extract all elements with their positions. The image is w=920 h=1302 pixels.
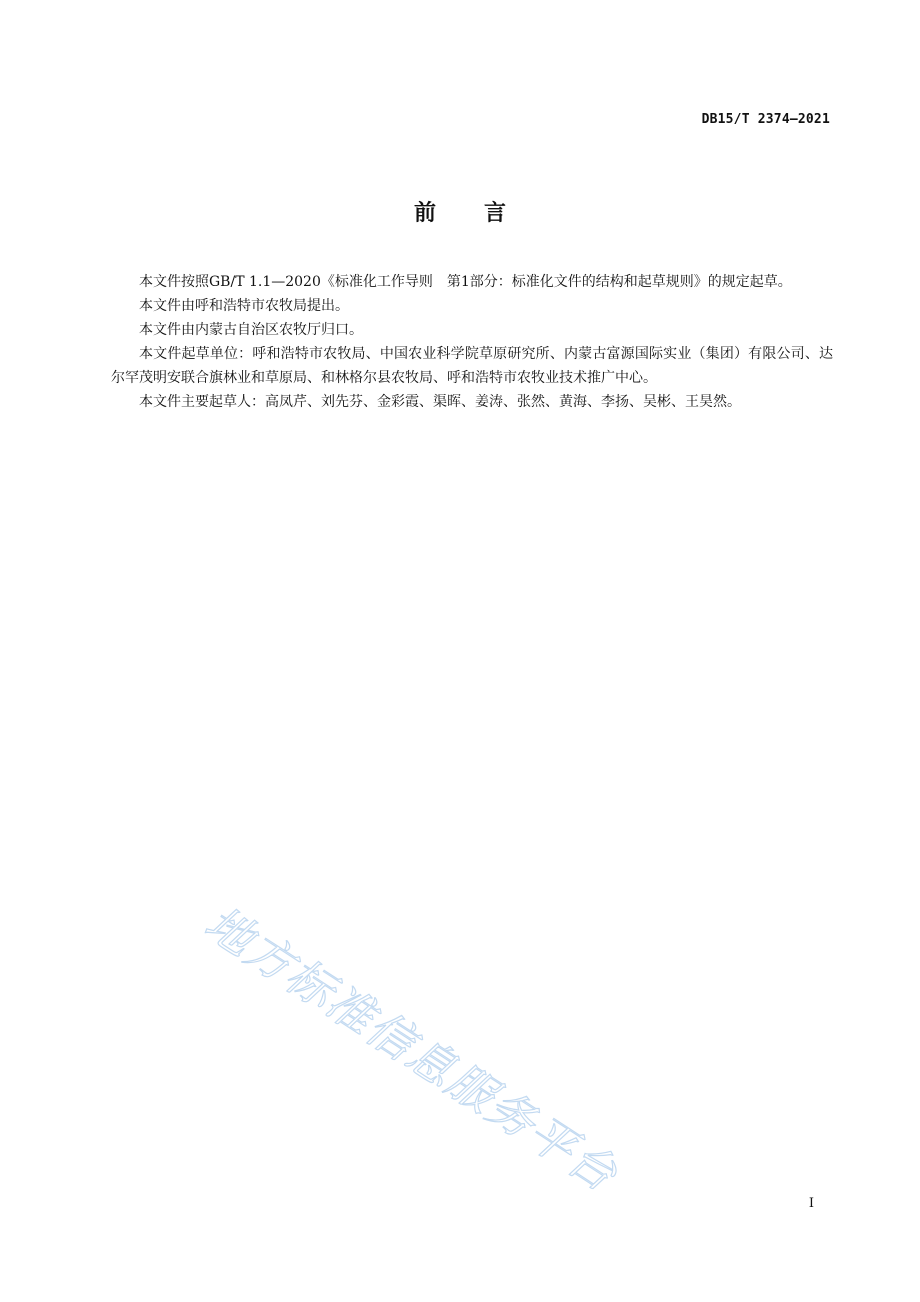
paragraph-drafting-units: 本文件起草单位：呼和浩特市农牧局、中国农业科学院草原研究所、内蒙古富源国际实业（集团）有限公司、达尔罕茂明安联合旗林业和草原局、和林格尔县农牧局、呼和浩特市农牧业技术推广中心。 [111, 346, 833, 386]
paragraph-drafters: 本文件主要起草人：高凤芹、刘先芬、金彩霞、渠晖、姜涛、张然、黄海、李扬、吴彬、王昊然。 [139, 394, 741, 410]
watermark: 地方标准信息服务平台 [195, 895, 628, 1203]
page-title [0, 196, 920, 227]
title-char-2: 言 [484, 201, 507, 226]
paragraph-drafting-basis: 本文件按照GB/T 1.1—2020《标准化工作导则 第1部分：标准化文件的结构和起草规则》的规定起草。 [139, 274, 792, 290]
paragraph-administrator: 本文件由内蒙古自治区农牧厅归口。 [139, 322, 363, 338]
foreword-body [111, 270, 833, 414]
paragraph-proposer: 本文件由呼和浩特市农牧局提出。 [139, 298, 349, 314]
standard-code: DB15/T 2374—2021 [701, 112, 830, 127]
page-number: I [808, 1196, 814, 1211]
title-char-1: 前 [413, 201, 436, 226]
